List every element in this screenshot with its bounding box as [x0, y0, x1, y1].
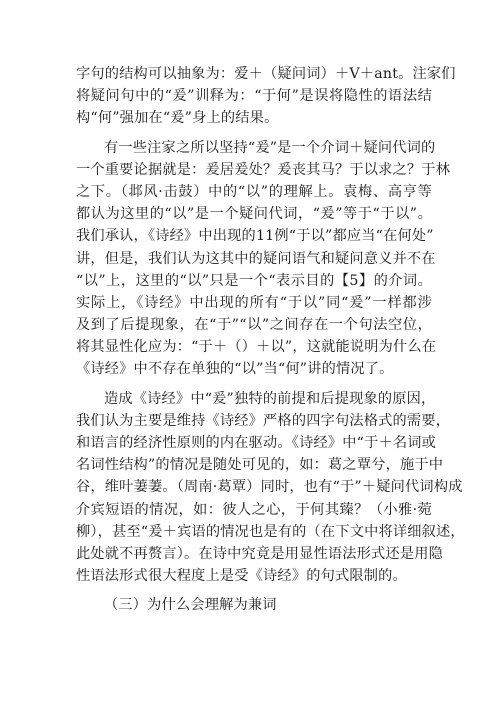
text-line: 造成《诗经》中“爰”独特的前提和后提现象的原因，: [104, 390, 436, 407]
text-line: 一个重要论据就是：爰居爰处？爰丧其马？于以求之？于林: [76, 161, 451, 178]
text-line: 性语法形式很大程度上是受《诗经》的句式限制的。: [76, 568, 407, 585]
body-text: [76, 63, 465, 617]
text-line: 我们承认，《诗经》中出现的11例“于以”都应当“在何处”: [76, 228, 434, 245]
text-line: 柳），甚至“爰＋宾语的情况也是有的（在下文中将详细叙述，: [76, 523, 465, 540]
text-line: 我们认为主要是维持《诗经》严格的四字句法格式的需要，: [76, 412, 451, 429]
section-heading: （三）为什么会理解为兼词: [104, 597, 277, 614]
text-line: 名词性结构”的情况是随处可见的，如：葛之覃兮，施于中: [76, 457, 444, 474]
text-line: 之下。（邶风·击鼓）中的“以”的理解上。袁梅、高亨等: [76, 183, 432, 200]
text-line: 将其显性化应为：“于＋（）＋以”，这就能说明为什么在: [76, 339, 437, 356]
text-line: 此处就不再赘言）。在诗中究竟是用显性语法形式还是用隐: [76, 545, 443, 562]
text-line: 有一些注家之所以坚持“爰”是一个介词＋疑问代词的: [104, 139, 436, 156]
text-line: 构“何”强加在“爰”身上的结果。: [76, 110, 279, 127]
text-line: 谷，维叶萋萋。（周南·葛覃）同时，也有“于”＋疑问代词构成: [76, 479, 463, 496]
text-line: 及到了后提现象，在“于”“以”之间存在一个句法空位，: [76, 317, 432, 334]
text-line: 《诗经》中不存在单独的“以”当“何”讲的情况了。: [76, 361, 394, 378]
text-line: 字句的结构可以抽象为：爱＋（疑问词）＋V＋ant。注家们: [76, 66, 456, 82]
text-line: “以”上，这里的“以”只是一个“表示目的【5】的介词。: [76, 272, 432, 289]
paragraph-2: [76, 137, 451, 381]
text-line: 介宾短语的情况，如：彼人之心，于何其臻？（小雅·菀: [76, 501, 432, 518]
text-line: 和语言的经济性原则的内在驱动。《诗经》中“于＋名词或: [76, 435, 437, 451]
text-line: 将疑问句中的“爰”训释为：“于何”是误将隐性的语法结: [76, 88, 432, 105]
paragraph-1: [76, 63, 456, 130]
text-line: 实际上，《诗经》中出现的所有“于以”同“爰”一样都涉: [76, 294, 432, 311]
text-line: 都认为这里的“以”是一个疑问代词，“爰”等于“于以”。: [76, 206, 432, 223]
paragraph-3: [76, 388, 465, 588]
text-line: 讲，但是，我们认为这其中的疑问语气和疑问意义并不在: [76, 250, 436, 267]
